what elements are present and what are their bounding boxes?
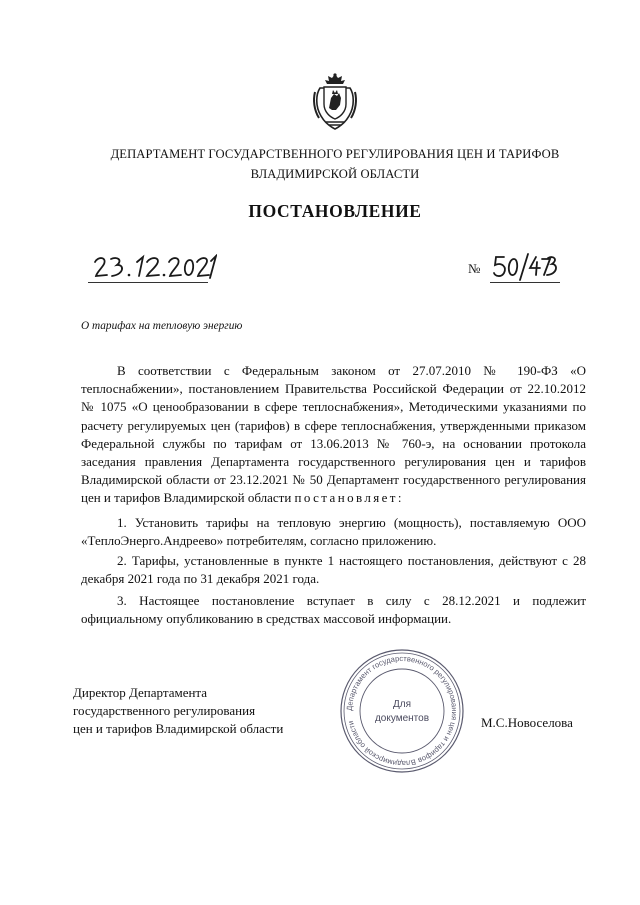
number-sign: №	[468, 261, 481, 276]
stamp-ring-text: Департамент государственного регулирования цен и тарифов Владимирской области	[344, 653, 460, 769]
clause-2: 2. Тарифы, установленные в пункте 1 настоящего постановления, действуют с 28 декабря 2021 года по 31 декабря 2021 года.	[81, 553, 586, 587]
handwritten-date	[93, 254, 217, 280]
signatory-name: М.С.Новоселова	[481, 715, 573, 730]
document-title: ПОСТАНОВЛЕНИЕ	[248, 201, 422, 221]
signatory-position-line3: цен и тарифов Владимирской области	[73, 721, 284, 736]
coat-of-arms-icon	[312, 72, 358, 130]
department-name-line2: ВЛАДИМИРСКОЙ ОБЛАСТИ	[250, 167, 420, 181]
department-name-line1: ДЕПАРТАМЕНТ ГОСУДАРСТВЕННОГО РЕГУЛИРОВАНИЯ ЦЕН И ТАРИФОВ	[110, 147, 560, 161]
handwritten-number	[492, 253, 558, 281]
signatory-position-line2: государственного регулирования	[73, 703, 256, 718]
document-subject: О тарифах на тепловую энергию	[81, 320, 243, 332]
preamble-paragraph	[81, 362, 586, 508]
number-underline	[490, 282, 560, 283]
svg-text:Департамент государственного р	[345, 654, 459, 768]
official-stamp	[338, 647, 466, 775]
stamp-center-line1: Для	[392, 699, 412, 710]
stamp-center-line2: документов	[374, 713, 430, 724]
date-underline	[88, 282, 208, 283]
signatory-position-line1: Директор Департамента	[73, 685, 208, 700]
resolves-keyword: постановляет:	[294, 490, 404, 506]
clause-1: 1. Установить тарифы на тепловую энергию (мощность), поставляемую ООО «ТеплоЭнерго.Андреево» потребителям, согласно приложению.	[81, 515, 586, 549]
preamble-text: В соответствии с Федеральным законом от 27.07.2010 № 190-ФЗ «О теплоснабжении», постановлением Правительства Российской Федерации от 22.10.2012 № 1075 «О ценообразовании в сфере теплоснабжения», Методическими указаниями по расчету регулируемых цен (тарифов) в сфере теплоснабжения, утвержденными приказом Федеральной службы по тарифам от 13.06.2013 № 760-э, на основании протокола заседания правления Департамента государственного регулирования цен и тарифов Владимирской области от 23.12.2021 № 50 Департамент государственного регулирования цен и тарифов Владимирской области	[81, 363, 586, 506]
signatory-position	[73, 684, 283, 738]
clause-3: 3. Настоящее постановление вступает в силу с 28.12.2021 и подлежит официальному опубликованию в средствах массовой информации.	[81, 593, 586, 627]
